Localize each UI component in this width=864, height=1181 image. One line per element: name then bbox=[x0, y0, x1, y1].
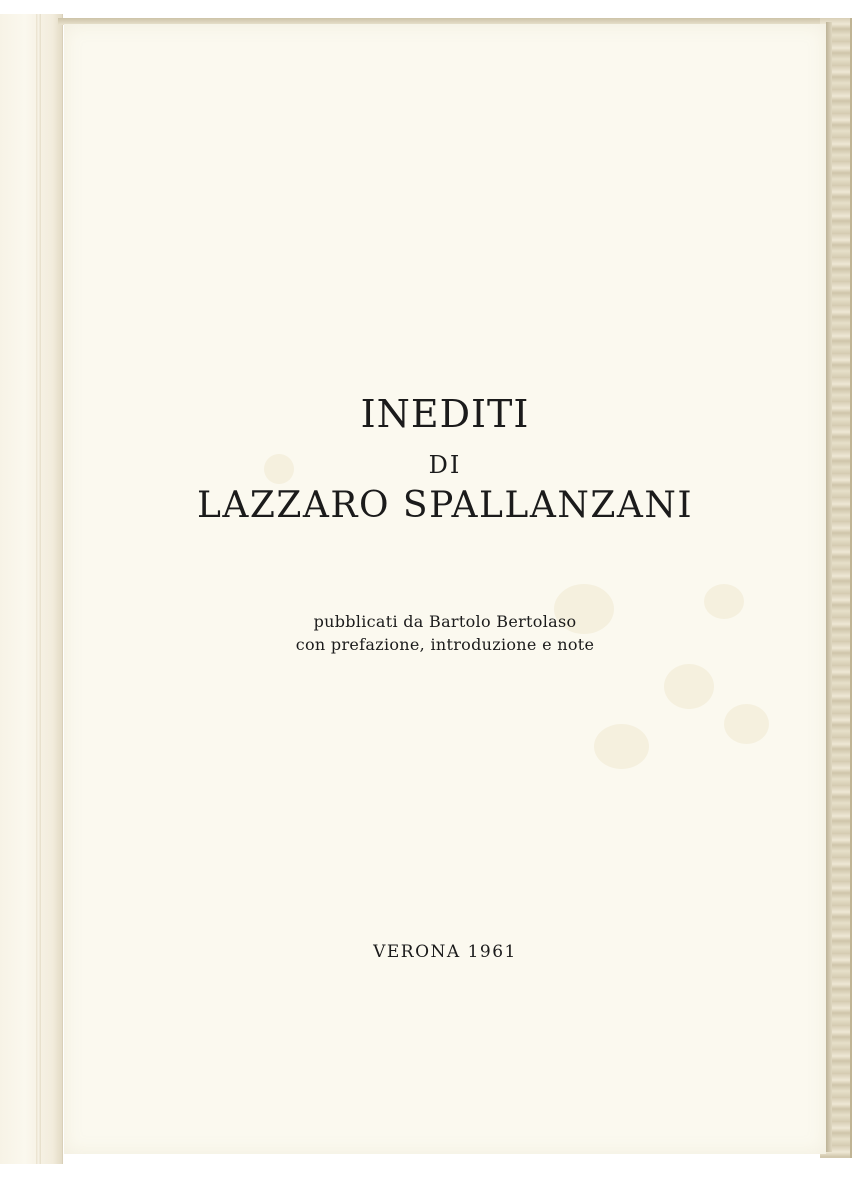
page-edge-shadow bbox=[826, 22, 832, 1152]
binding-fold bbox=[36, 14, 41, 1164]
subtitle-editor: pubblicati da Bartolo Bertolaso bbox=[313, 612, 577, 631]
foxing-spot bbox=[594, 724, 649, 769]
book-spine-binding bbox=[0, 14, 63, 1164]
imprint-place-year: VERONA 1961 bbox=[373, 942, 517, 962]
title-line-ineditidi: INEDITI bbox=[360, 392, 530, 436]
title-page bbox=[64, 24, 826, 1154]
foxing-spot bbox=[724, 704, 769, 744]
subtitle-contents: con prefazione, introduzione e note bbox=[295, 635, 595, 654]
title-line-author: LAZZARO SPALLANZANI bbox=[196, 485, 694, 526]
title-line-di: DI bbox=[428, 451, 462, 479]
foxing-spot bbox=[664, 664, 714, 709]
